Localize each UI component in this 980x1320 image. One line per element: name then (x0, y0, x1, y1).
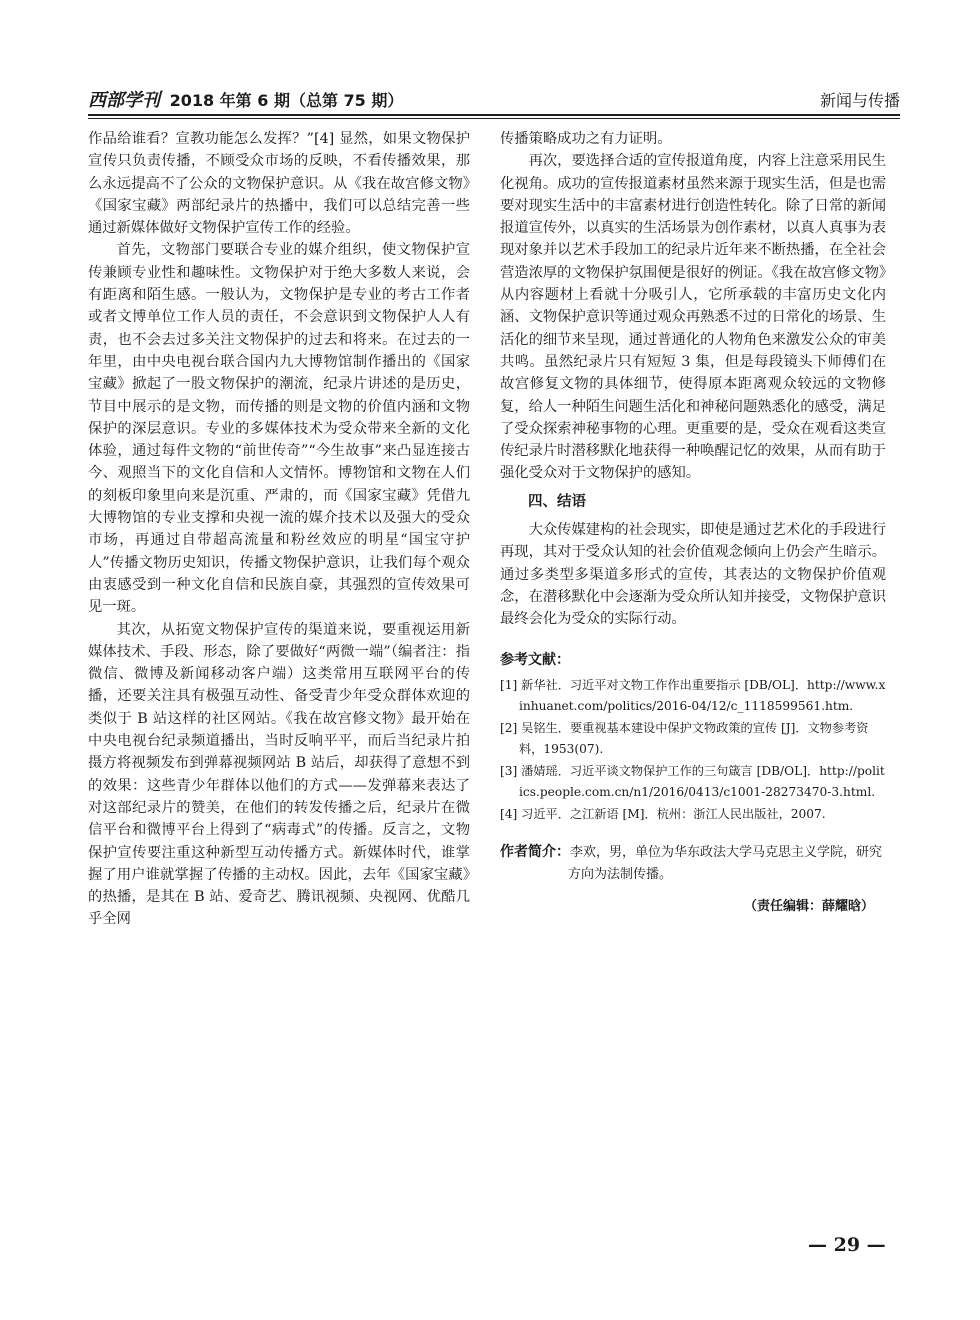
header-rule (88, 114, 900, 116)
left-column (88, 128, 470, 931)
paragraph: 传播策略成功之有力证明。 (500, 131, 672, 147)
section-label: 新闻与传播 (819, 91, 900, 110)
paragraph: 再次，要选择合适的宣传报道角度，内容上注意采用民生化视角。成功的宣传报道素材虽然来源于现实生活，但是也需要对现实生活中的丰富素材进行创造性转化。除了日常的新闻报道宣传外，以真实的生活场景为创作素材，以真人真事为表现对象并以艺术手段加工的纪录片近年来不断热播，在全社会营造浓厚的文物保护氛围便是很好的例证。《我在故宫修文物》从内容题材上看就十分吸引人，它所承载的丰富历史文化内涵、文物保护意识等通过观众再熟悉不过的日常化的场景、生活化的细节来呈现，通过普通化的人物角色来激发公众的审美共鸣。虽然纪录片只有短短 3 集，但是每段镜头下师傅们在故宫修复文物的具体细节，使得原本距离观众较远的文物修复，给人一种陌生问题生活化和神秘问题熟悉化的感受，满足了受众探索神秘事物的心理。更重要的是，受众在观看这类宣传纪录片时潜移默化地获得一种唤醒记忆的效果，从而有助于强化受众对于文物保护的感知。 (500, 153, 887, 482)
references-title: 参考文献： (500, 651, 570, 668)
paragraph: 作品给谁看？宣教功能怎么发挥？”[4] 显然，如果文物保护宣传只负责传播，不顾受众市场的反映，不看传播效果，那么永远提高不了公众的文物保护意识。从《我在故宫修文物》《国家宝藏》两部纪录片的热播中，我们可以总结完善一些通过新媒体做好文物保护宣传工作的经验。 (88, 131, 470, 237)
paragraph: 大众传媒建构的社会现实，即使是通过艺术化的手段进行再现，其对于受众认知的社会价值观念倾向上仍会产生暗示。通过多类型多渠道多形式的宣传，其表达的文物保护价值观念，在潜移默化中会逐渐为受众所认知并接受，文物保护意识最终会化为受众的实际行动。 (500, 522, 887, 628)
reference-item: [4] 习近平．之江新语 [M]．杭州：浙江人民出版社，2007. (500, 806, 826, 821)
reference-item: [2] 吴铭生．要重视基本建设中保护文物政策的宣传 [J]．文物参考资料，1953(07). (500, 720, 869, 757)
paragraph: 其次，从拓宽文物保护宣传的渠道来说，要重视运用新媒体技术、手段、形态，除了要做好“两微一端”（编者注：指微信、微博及新闻移动客户端）这类常用互联网平台的传播，还要关注具有极强互动性、备受青少年受众群体欢迎的类似于 B 站这样的社区网站。《我在故宫修文物》最开始在中央电视台纪录频道播出，当时反响平平，而后当纪录片拍摄方将视频发布到弹幕视频网站 B 站后，却获得了意想不到的效果：这些青少年群体以他们的方式——发弹幕来表达了对这部纪录片的赞美，在他们的转发传播之后，纪录片在微信平台和微博平台上得到了“病毒式”的传播。反言之，文物保护宣传要注重这种新型互动传播方式。新媒体时代，谁掌握了用户谁就掌握了传播的主动权。因此，去年《国家宝藏》的热播，是其在 B 站、爱奇艺、腾讯视频、央视网、优酷几乎全网 (88, 621, 470, 928)
author-bio (500, 841, 886, 886)
reference-item: [3] 潘婧瑶．习近平谈文物保护工作的三句箴言 [DB/OL]．http://politics.people.com.cn/n1/2016/0413/c1001-28273470-3.html. (500, 763, 885, 800)
header-rule-thin (88, 118, 900, 119)
running-header (88, 86, 900, 112)
responsible-editor: （责任编辑：薛耀晗） (743, 899, 874, 915)
author-bio-label: 作者简介： (500, 844, 570, 861)
issue-label: 2018 年第 6 期（总第 75 期） (169, 91, 404, 110)
right-column (500, 128, 886, 919)
journal-info (88, 86, 403, 112)
author-bio-text: 李欢，男，单位为华东政法大学马克思主义学院，研究方向为法制传播。 (568, 845, 883, 883)
section-heading: 四、结语 (528, 493, 586, 510)
journal-logo: 西部学刊 (88, 90, 160, 111)
paragraph: 首先，文物部门要联合专业的媒介组织，使文物保护宣传兼顾专业性和趣味性。文物保护对于绝大多数人来说，会有距离和陌生感。一般认为，文物保护是专业的考古工作者或者文博单位工作人员的责任，不会意识到文物保护人人有责，也不会去过多关注文物保护的过去和将来。在过去的一年里，由中央电视台联合国内九大博物馆制作播出的《国家宝藏》掀起了一股文物保护的潮流，纪录片讲述的是历史，节目中展示的是文物，而传播的则是文物的价值内涵和文物保护的深层意识。专业的多媒体技术为受众带来全新的文化体验，通过每件文物的“前世传奇”“今生故事”来凸显连接古今、观照当下的文化自信和人文情怀。博物馆和文物在人们的刻板印象里向来是沉重、严肃的，而《国家宝藏》凭借九大博物馆的专业支撑和央视一流的媒介技术以及强大的受众市场，再通过自带超高流量和粉丝效应的明星“国宝守护人”传播文物历史知识，传播文物保护意识，让我们每个观众由衷感受到一种文化自信和民族自豪，其强烈的宣传效果可见一斑。 (88, 242, 470, 616)
reference-item: [1] 新华社．习近平对文物工作作出重要指示 [DB/OL]．http://www.xinhuanet.com/politics/2016-04/12/c_1118599561.htm. (500, 677, 886, 714)
page-number: — 29 — (808, 1234, 886, 1256)
